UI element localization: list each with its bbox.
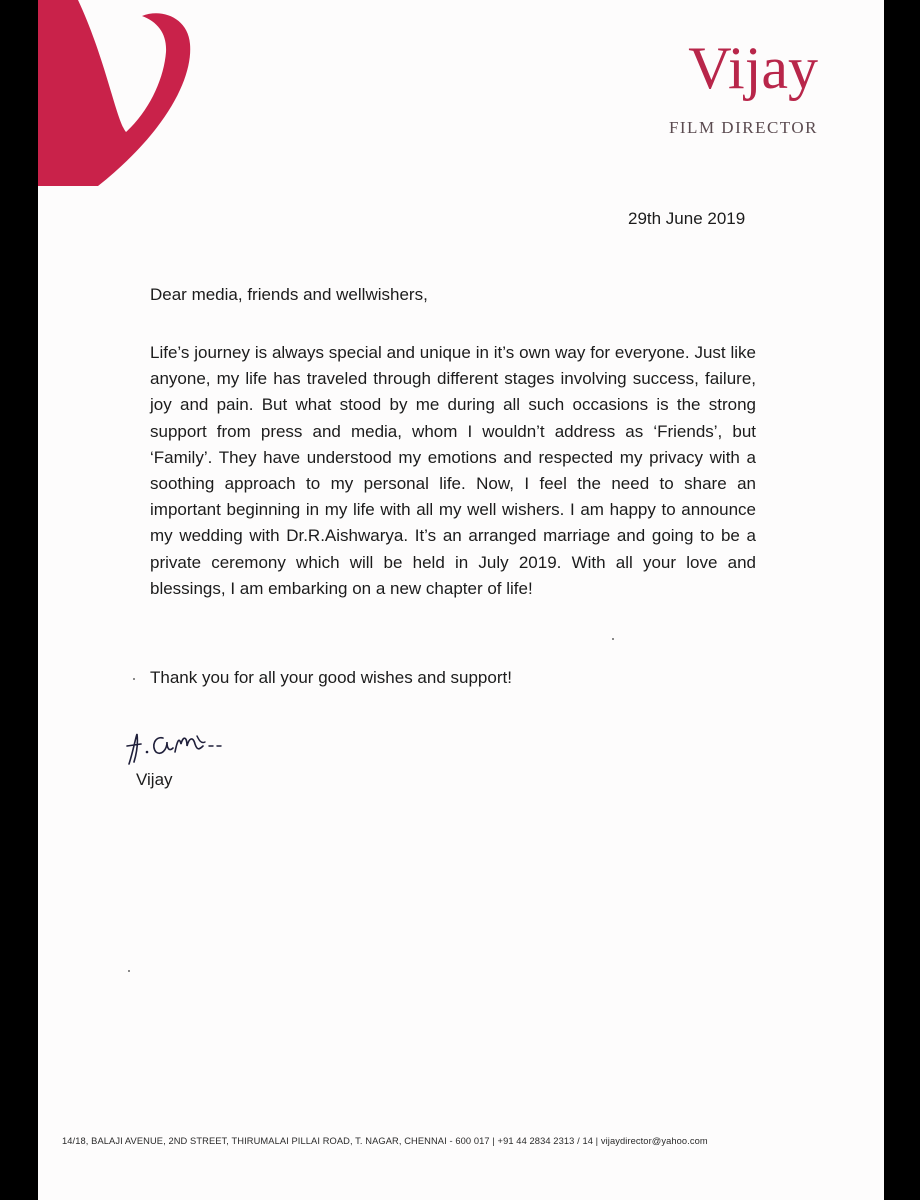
- letter-date: 29th June 2019: [628, 209, 746, 228]
- footer-address: 14/18, BALAJI AVENUE, 2ND STREET, THIRUMALAI PILLAI ROAD, T. NAGAR, CHENNAI - 600 017 | +91 44 2834 2313 / 14 | vijaydirector@yahoo.com: [62, 1136, 708, 1147]
- stylized-v-logo-icon: [38, 0, 193, 190]
- letterhead-brand: [668, 35, 818, 138]
- scan-speck: [612, 638, 614, 640]
- brand-name: Vijay: [688, 35, 818, 101]
- brand-title: FILM DIRECTOR: [668, 118, 818, 137]
- handwritten-signature-icon: [123, 722, 243, 772]
- letter-page: [38, 0, 884, 1200]
- closing-line: Thank you for all your good wishes and support!: [150, 668, 512, 687]
- scan-speck: [128, 970, 130, 972]
- scan-speck: [133, 678, 135, 680]
- signer-name: Vijay: [136, 770, 173, 789]
- letter-body: Life’s journey is always special and unique in it’s own way for everyone. Just like anyone, my life has traveled through different stages involving success, failure, joy and pain. But what stood by me during all such occasions is the strong support from press and media, whom I wouldn’t address as ‘Friends’, but ‘Family’. They have understood my emotions and respected my privacy with a soothing approach to my personal life. Now, I feel the need to share an important beginning in my life with all my well wishers. I am happy to announce my wedding with Dr.R.Aishwarya. It’s an arranged marriage and going to be a private ceremony which will be held in July 2019. With all your love and blessings, I am embarking on a new chapter of life!: [150, 343, 756, 598]
- salutation: Dear media, friends and wellwishers,: [150, 285, 428, 304]
